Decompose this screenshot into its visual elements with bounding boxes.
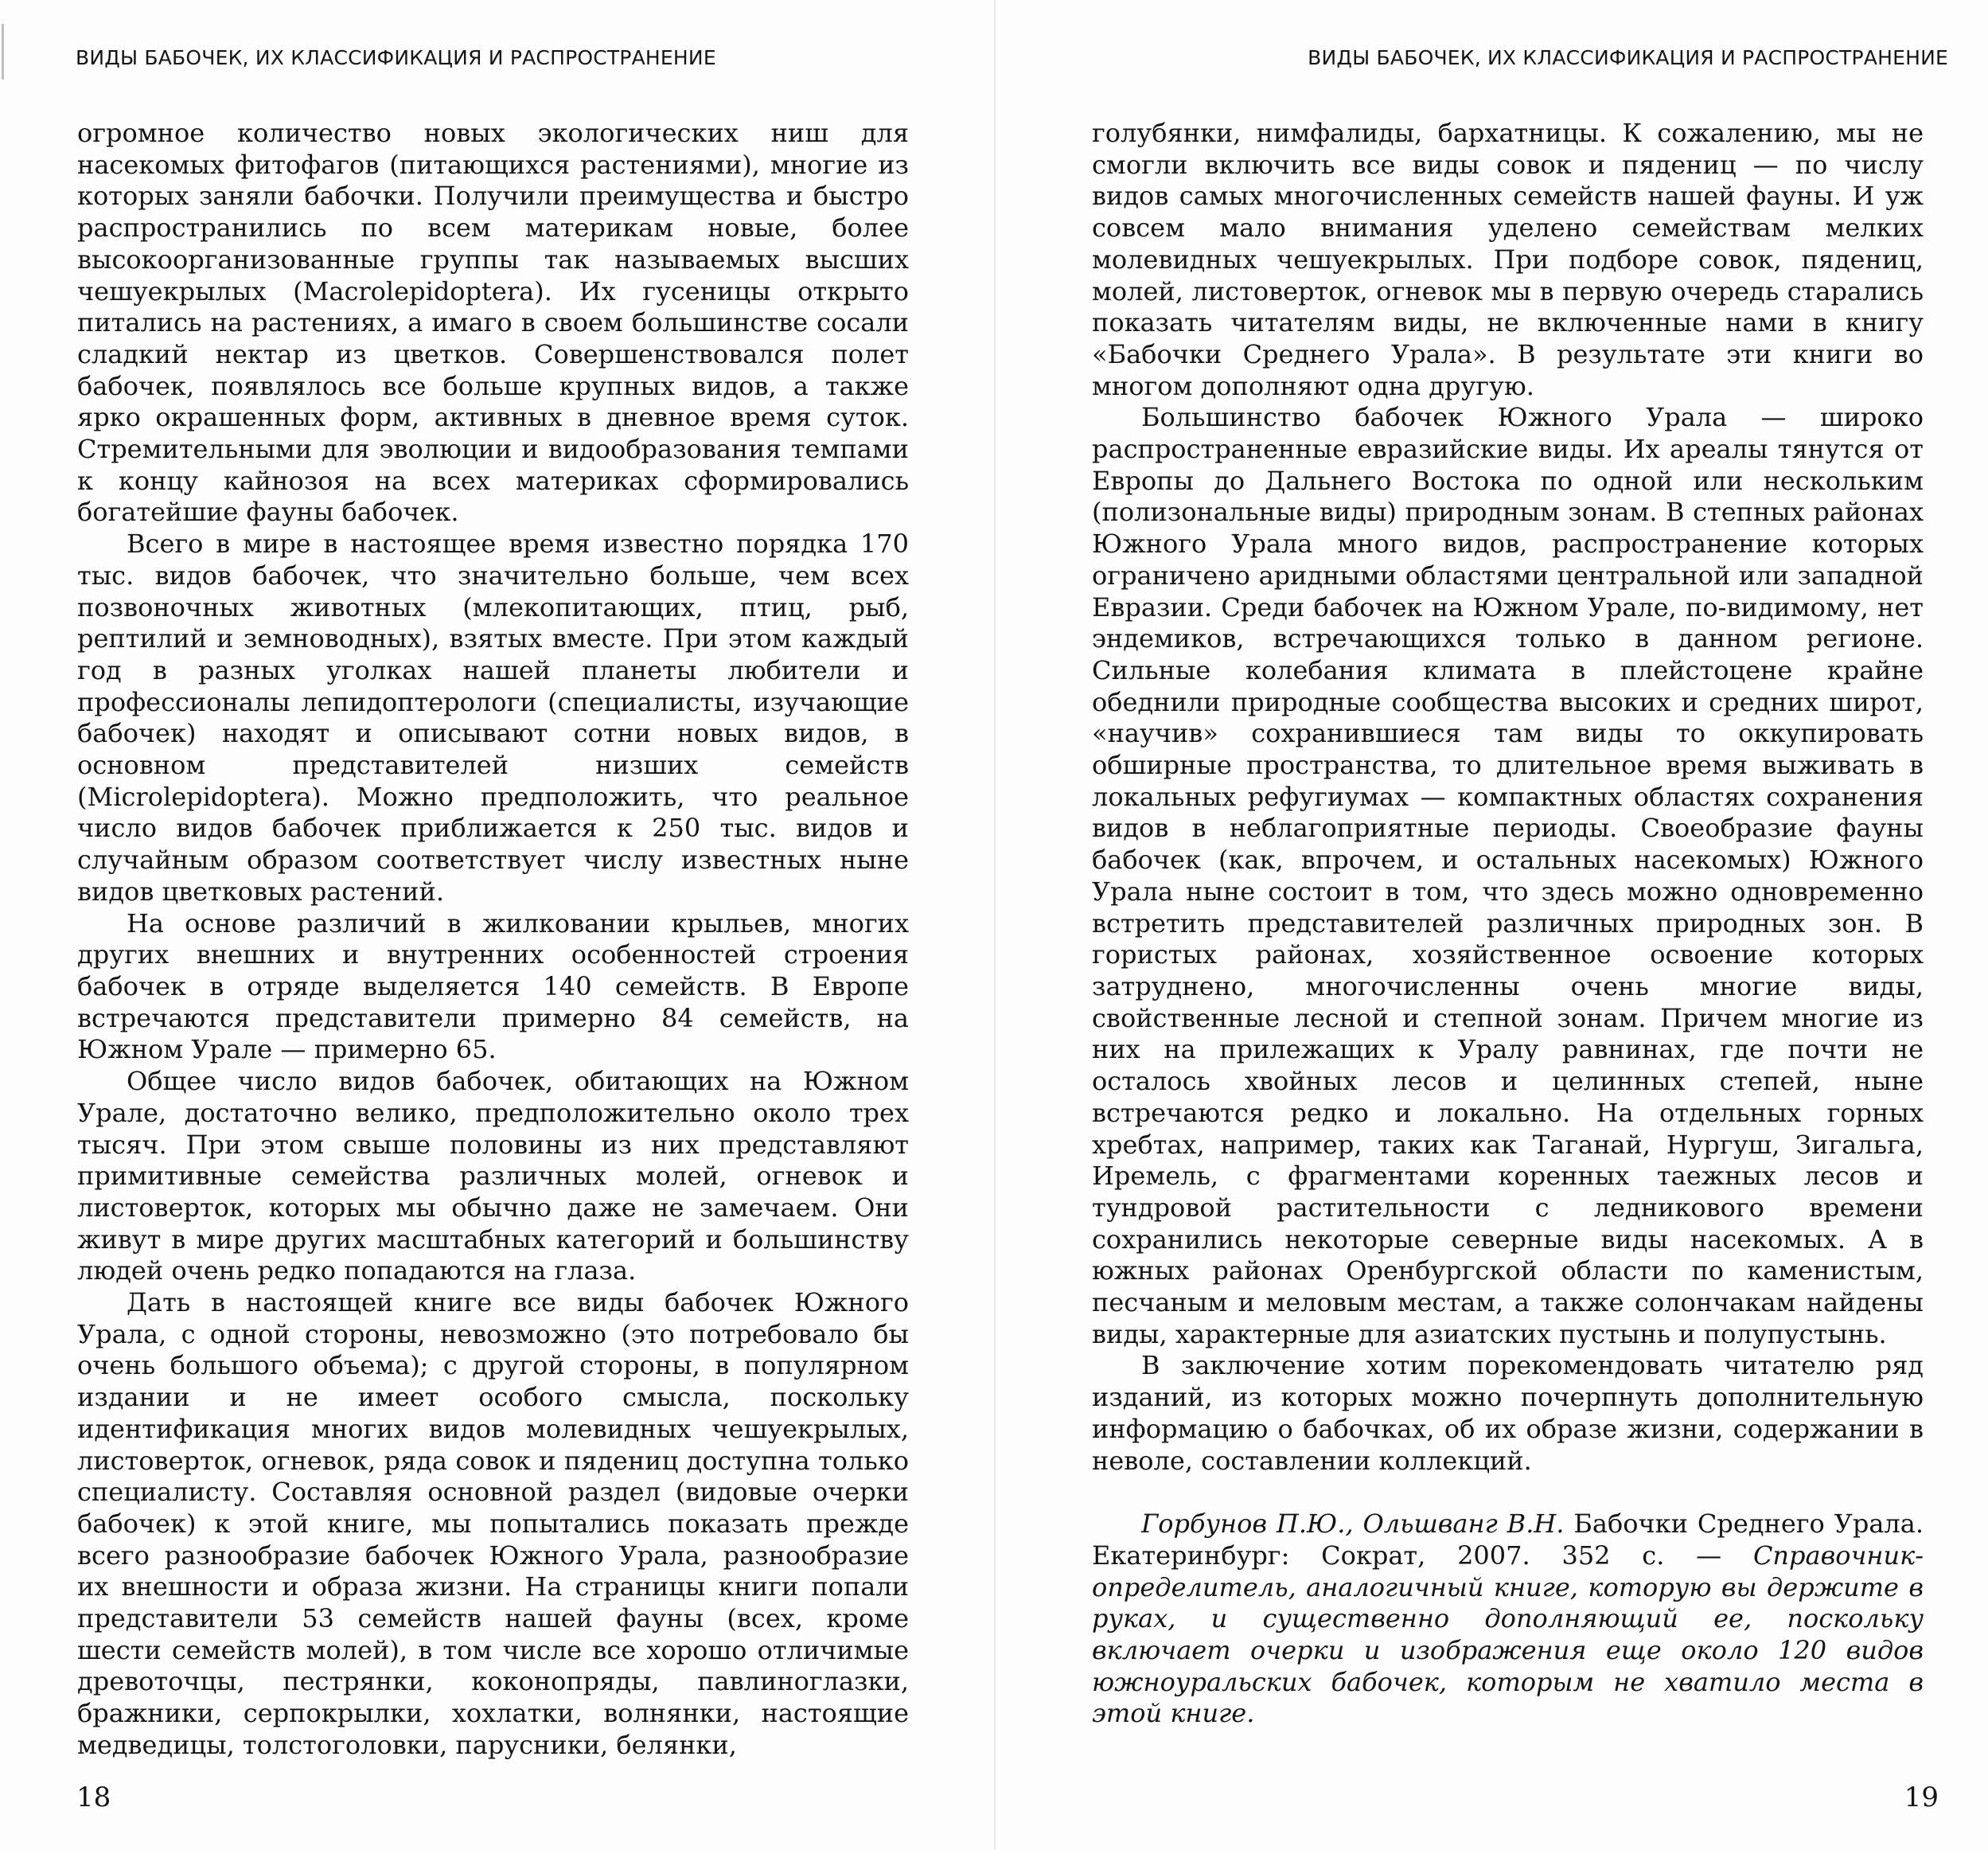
running-head: ВИДЫ БАБОЧЕК, ИХ КЛАССИФИКАЦИЯ И РАСПРОСТРАНЕНИЕ [1308, 46, 1948, 69]
body-text [1092, 118, 1924, 1730]
page-number: 19 [1904, 1782, 1939, 1813]
paragraph: В заключение хотим порекомендовать читателю ряд изданий, из которых можно почерпнуть дополнительную информацию о бабочках, об их образе жизни, содержании в неволе, составлении коллекций. [1092, 1350, 1924, 1476]
reference-entry [1092, 1508, 1924, 1730]
reference-authors: Горбунов П.Ю., Ольшванг В.Н. [1141, 1508, 1565, 1540]
paragraph: На основе различий в жилковании крыльев, многих других внешних и внутренних особенностей строения бабочек в отряде выделяется 140 семейств. В Европе встречаются представители примерно 84 семейств, на Южном Урале — примерно 65. [77, 907, 909, 1065]
paragraph: Всего в мире в настоящее время известно порядка 170 тыс. видов бабочек, что значительно больше, чем всех позвоночных животных (млекопитающих, птиц, рыб, рептилий и земноводных), взятых вместе. При этом каждый год в разных уголках нашей планеты любители и профессионалы лепидоптерологи (специалисты, изучающие бабочек) находят и описывают сотни новых видов, в основном представителей низших семейств (Microlepidoptera). Можно предположить, что реальное число видов бабочек приближается к 250 тыс. видов и случайным образом соответствует числу известных ныне видов цветковых растений. [77, 529, 909, 907]
paragraph: голубянки, нимфалиды, бархатницы. К сожалению, мы не смогли включить все виды совок и пядениц — по числу видов самых многочисленных семейств нашей фауны. И уж совсем мало внимания уделено семействам мелких молевидных чешуекрылых. При подборе совок, пядениц, молей, листоверток, огневок мы в первую очередь старались показать читателям виды, не включенные нами в книгу «Бабочки Среднего Урала». В результате эти книги во многом дополняют одна другую. [1092, 118, 1924, 401]
paragraph: Большинство бабочек Южного Урала — широко распространенные евразийские виды. Их ареалы тянутся от Европы до Дальнего Востока по одной или нескольким (полизональные виды) природным зонам. В степных районах Южного Урала много видов, распространение которых ограничено аридными областями центральной или западной Евразии. Среди бабочек на Южном Урале, по-видимому, нет эндемиков, встречающихся только в данном регионе. Сильные колебания климата в плейстоцене крайне обеднили природные сообщества высоких и средних широт, «научив» сохранившиеся там виды то оккупировать обширные пространства, то длительное время выживать в локальных рефугиумах — компактных областях сохранения видов в неблагоприятные периоды. Своеобразие фауны бабочек (как, впрочем, и остальных насекомых) Южного Урала ныне состоит в том, что здесь можно одновременно встретить представителей различных природных зон. В гористых районах, хозяйственное освоение которых затруднено, многочисленны очень многие виды, свойственные лесной и степной зонам. Причем многие из них на прилежащих к Уралу равнинах, где почти не осталось хвойных лесов и целинных степей, ныне встречаются редко и локально. На отдельных горных хребтах, например, таких как Таганай, Нургуш, Зигальга, Иремель, с фрагментами коренных таежных лесов и тундровой растительности с ледникового времени сохранились некоторые северные виды насекомых. А в южных районах Оренбургской области по каменистым, песчаным и меловым местам, а также солончакам найдены виды, характерные для азиатских пустынь и полупустынь. [1092, 402, 1924, 1349]
running-head: ВИДЫ БАБОЧЕК, ИХ КЛАССИФИКАЦИЯ И РАСПРОСТРАНЕНИЕ [76, 46, 716, 69]
paragraph: огромное количество новых экологических ниш для насекомых фитофагов (питающихся растениями), многие из которых заняли бабочки. Получили преимущества и быстро распространились по всем материкам новые, более высокоорганизованные группы так называемых высших чешуекрылых (Macrolepidoptera). Их гусеницы открыто питались на растениях, а имаго в своем большинстве сосали сладкий нектар из цветков. Совершенствовался полет бабочек, появлялось все больше крупных видов, а также ярко окрашенных форм, активных в дневное время суток. Стремительными для эволюции и видообразования темпами к концу кайнозоя на всех материках сформировались богатейшие фауны бабочек. [77, 118, 909, 528]
reference-title: Бабочки Среднего Урала. Екатеринбург: Сократ, 2007. 352 с. — [1092, 1508, 1924, 1571]
paragraph: Общее число видов бабочек, обитающих на Южном Урале, достаточно велико, предположительно около трех тысяч. При этом свыше половины из них представляют примитивные семейства различных молей, огневок и листоверток, которых мы обычно даже не замечаем. Они живут в мире других масштабных категорий и большинству людей очень редко попадаются на глаза. [77, 1066, 909, 1286]
paragraph: Дать в настоящей книге все виды бабочек Южного Урала, с одной стороны, невозможно (это потребовало бы очень большого объема); с другой стороны, в популярном издании и не имеет особого смысла, поскольку идентификация многих видов молевидных чешуекрылых, листоверток, огневок, ряда совок и пядениц доступна только специалисту. Составляя основной раздел (видовые очерки бабочек) к этой книге, мы попытались показать прежде всего разнообразие бабочек Южного Урала, разнообразие их внешности и образа жизни. На страницы книги попали представители 53 семейств нашей фауны (всех, кроме шести семейств молей), в том числе все хорошо отличимые древоточцы, пестрянки, коконопряды, павлиноглазки, бражники, серпокрылки, хохлатки, волнянки, настоящие медведицы, толстоголовки, парусники, белянки, [77, 1287, 909, 1760]
right-page [996, 0, 1988, 1850]
body-text [77, 118, 909, 1762]
page-number: 18 [76, 1782, 111, 1813]
reference-annotation: Справочник-определитель, аналогичный книге, которую вы держите в руках, и существенно дополняющий ее, поскольку включает очерки и изображения еще около 120 видов южноуральских бабочек, которым не хватило места в этой книге. [1092, 1540, 1924, 1729]
